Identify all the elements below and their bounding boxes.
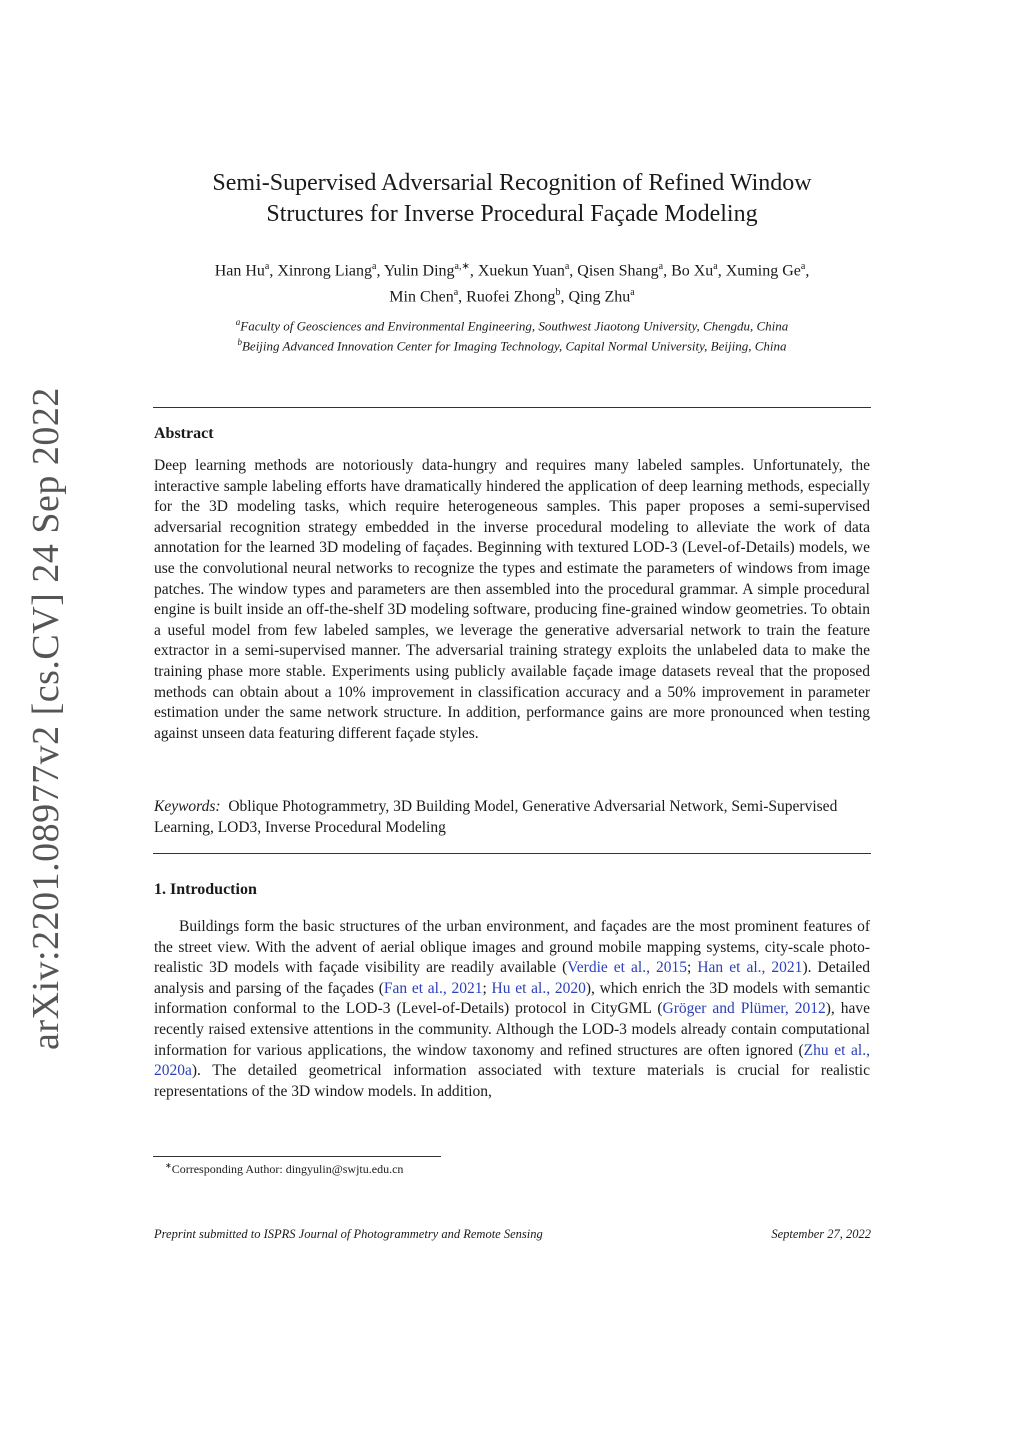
author: Xuming Ge: [725, 262, 801, 280]
intro-text: ), which enrich the 3D models with semantic information conformal to the LOD-3 (Level-of-Details) protocol in CityGML (: [154, 979, 870, 1018]
author-affiliation-mark: a: [800, 261, 806, 272]
author-affiliation-mark: a: [658, 261, 664, 272]
author-affiliation-mark: a: [372, 261, 377, 272]
affiliations: [155, 314, 869, 355]
affiliation-b: [155, 334, 869, 354]
intro-text: Buildings form the basic structures of the urban environment, and façades are the most prominent features of the street view. With the advent of aerial oblique images and ground mobile mapping systems, city-scale photo-realistic 3D models with façade visibility are readily available (: [154, 918, 870, 977]
author-affiliation-mark: b: [555, 287, 561, 299]
citation-link[interactable]: Zhu et al., 2020a: [154, 1041, 870, 1080]
citation-link[interactable]: Hu et al., 2020: [491, 979, 586, 997]
author: Han Hu: [214, 262, 265, 280]
author: Qisen Shang: [577, 262, 659, 280]
author: Ruofei Zhong: [466, 288, 556, 306]
introduction-paragraph: [154, 917, 870, 1102]
intro-text: ;: [687, 959, 698, 977]
abstract-top-rule: [153, 407, 871, 408]
abstract-bottom-rule: [153, 853, 871, 854]
affiliation-text: Beijing Advanced Innovation Center for Imaging Technology, Capital Normal University, Beijing, China: [241, 338, 787, 354]
author: Qing Zhu: [568, 288, 631, 306]
footnote-text: Corresponding Author: dingyulin@swjtu.edu.cn: [171, 1162, 404, 1176]
author-affiliation-mark: a: [564, 261, 570, 272]
author: Xuekun Yuan: [477, 262, 565, 280]
intro-text: ). The detailed geometrical information associated with texture materials is crucial for realistic representations of the 3D window models. In addition,: [154, 1062, 870, 1100]
author-list: Han Hu$^a$, Xinrong Liang$^a$, Yulin Ding$^{a,∗}$, Xuekun Yuan$^a$, Qisen Shang$^a$, Bo Xu$^a$, Xuming Ge$^a$, Min Chen$^a$, Ruofei Zhong$^b$, Qing Zhu$^a$: [214, 261, 810, 306]
citation-link[interactable]: Verdie et al., 2015: [567, 959, 687, 977]
paper-title: [155, 168, 869, 230]
affiliation-mark: b: [237, 337, 242, 348]
footer-journal: Preprint submitted to ISPRS Journal of Photogrammetry and Remote Sensing: [154, 1227, 543, 1241]
title-line-1: Semi-Supervised Adversarial Recognition of Refined Window: [212, 170, 812, 196]
author: Xinrong Liang: [277, 262, 373, 280]
author: Yulin Ding: [383, 262, 455, 280]
title-line-2: Structures for Inverse Procedural Façade Modeling: [266, 201, 758, 227]
affiliation-a: [155, 314, 869, 334]
author-affiliation-mark: a: [264, 261, 270, 272]
keywords: [154, 797, 870, 838]
keywords-text: Oblique Photogrammetry, 3D Building Model, Generative Adversarial Network, Semi-Supervised Learning, LOD3, Inverse Procedural Modeling: [154, 798, 838, 836]
author-affiliation-mark: a: [453, 287, 459, 299]
author: Min Chen: [389, 288, 454, 306]
affiliation-text: Faculty of Geosciences and Environmental Engineering, Southwest Jiaotong University, Chengdu, China: [240, 318, 789, 334]
intro-text: ), have recently raised extensive attentions in the community. Although the LOD-3 models already contain computational information for various applications, the window taxonomy and refined structures are often ignored (: [154, 1000, 871, 1059]
footnote-rule: [153, 1156, 441, 1157]
abstract-body: Deep learning methods are notoriously data-hungry and requires many labeled samples. Unfortunately, the interactive sample labeling efforts have dramatically hindered the application of deep learning methods, especially for the 3D modeling tasks, which require heterogeneous samples. This paper proposes a semi-supervised adversarial recognition strategy embedded in the inverse procedural modeling to alleviate the work of data annotation for the learned 3D modeling of façades. Beginning with textured LOD-3 (Level-of-Details) models, we use the convolutional neural networks to recognize the types and estimate the parameters of windows from image patches. The window types and parameters are then assembled into the procedural grammar. A simple procedural engine is built inside an off-the-shelf 3D modeling software, producing fine-grained window geometries. To obtain a useful model from few labeled samples, we leverage the generative adversarial network to train the feature extractor in a semi-supervised manner. The adversarial training strategy exploits the unlabeled data to make the training phase more stable. Experiments using publicly available façade image datasets reveal that the proposed methods can obtain about a 10% improvement in classification accuracy and a 50% improvement in parameter estimation under the same network structure. In addition, performance gains are more pronounced when testing against unseen data featuring different façade styles.: [154, 457, 870, 742]
citation-link[interactable]: Gröger and Plümer, 2012: [662, 1000, 826, 1018]
footer-date: September 27, 2022: [771, 1227, 871, 1241]
arxiv-sidebar: [25, 387, 67, 1050]
affiliation-mark: a: [235, 317, 241, 327]
footnote-mark: ∗: [165, 1161, 172, 1170]
author: Bo Xu: [671, 262, 714, 280]
author-affiliation-mark: a: [630, 287, 635, 299]
citation-link[interactable]: Fan et al., 2021: [383, 979, 483, 997]
citation-link[interactable]: Han et al., 2021: [697, 959, 803, 977]
author-affiliation-mark: a,∗: [454, 261, 470, 272]
corresponding-author-footnote: [165, 1161, 403, 1177]
arxiv-identifier[interactable]: arXiv:2201.08977v2 [cs.CV] 24 Sep 2022: [25, 387, 67, 1050]
author-affiliation-mark: a: [713, 261, 718, 272]
section-heading-introduction: 1. Introduction: [154, 881, 257, 898]
intro-text: ;: [482, 979, 492, 997]
intro-text: ). Detailed analysis and parsing of the façades (: [154, 959, 871, 997]
keywords-label: Keywords:: [154, 798, 221, 815]
abstract-heading: Abstract: [154, 425, 214, 442]
